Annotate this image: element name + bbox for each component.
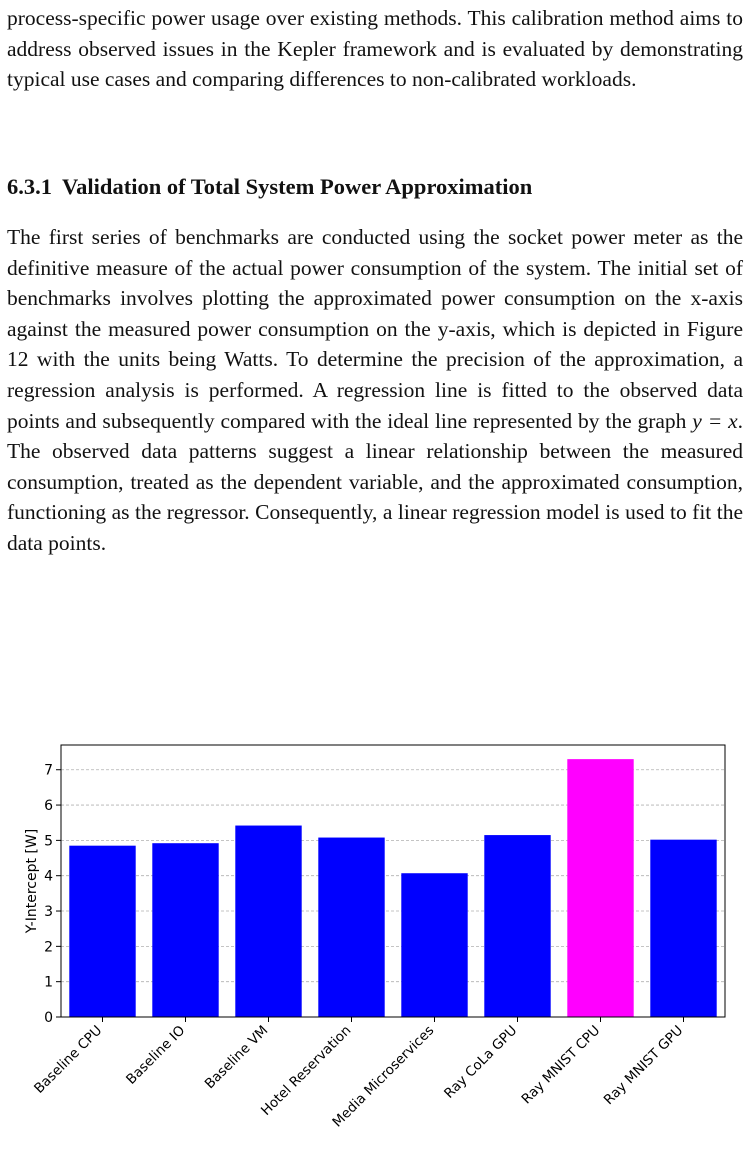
body-paragraph xyxy=(7,222,743,559)
bar-chart xyxy=(14,735,734,1150)
intro-paragraph: process-specific power usage over existing methods. This calibration method aims to address observed issues in the Kepler framework and is evaluated by demonstrating typical use cases and comparing differences to non-calibrated workloads. xyxy=(7,6,743,92)
x-tick-label: Baseline IO xyxy=(123,1022,189,1088)
y-tick-label: 4 xyxy=(44,868,53,885)
x-tick-label: Baseline CPU xyxy=(31,1022,106,1097)
bar xyxy=(318,838,384,1017)
bar xyxy=(69,846,135,1017)
y-tick-label: 3 xyxy=(44,904,53,921)
inline-math: y = x xyxy=(692,408,738,433)
bar xyxy=(152,843,218,1017)
y-tick-label: 6 xyxy=(44,798,53,815)
x-tick-label: Hotel Reservation xyxy=(258,1022,355,1119)
section-number: 6.3.1 xyxy=(7,174,52,199)
y-tick-label: 5 xyxy=(44,833,53,850)
bar xyxy=(567,759,633,1017)
x-tick-label: Ray MNIST GPU xyxy=(600,1022,687,1109)
x-tick-label: Ray CoLa GPU xyxy=(441,1022,521,1102)
x-tick-label: Media Microservices xyxy=(329,1022,438,1131)
y-tick-label: 2 xyxy=(44,939,53,956)
body-text-before-math: The first series of benchmarks are conducted using the socket power meter as the definitive measure of the actual power consumption of the system. The initial set of benchmarks involves plotting the approximated power consumption on the x-axis against the measured power consumption on the y-axis, which is depicted in Figure 12 with the units being Watts. To determine the precision of the approximation, a regression analysis is performed. A regression line is fitted to the observed data points and subsequently compared with the ideal line represented by the graph xyxy=(7,225,743,433)
bar xyxy=(401,873,467,1017)
y-tick-label: 7 xyxy=(44,762,53,779)
bar xyxy=(235,826,301,1017)
section-heading xyxy=(7,174,743,200)
x-tick-label: Ray MNIST CPU xyxy=(518,1022,604,1108)
body-text-after-math: . The observed data patterns suggest a linear relationship between the measured consumption, treated as the dependent variable, and the approximated consumption, functioning as the regressor. Consequently, a linear regression model is used to fit the data points. xyxy=(7,408,743,555)
y-tick-label: 0 xyxy=(44,1010,53,1026)
bar xyxy=(484,835,550,1017)
y-tick-label: 1 xyxy=(44,974,53,991)
bar xyxy=(650,840,716,1017)
y-axis-label: Y-Intercept [W] xyxy=(24,828,40,934)
x-tick-label: Baseline VM xyxy=(201,1022,272,1093)
section-title: Validation of Total System Power Approximation xyxy=(62,174,533,199)
